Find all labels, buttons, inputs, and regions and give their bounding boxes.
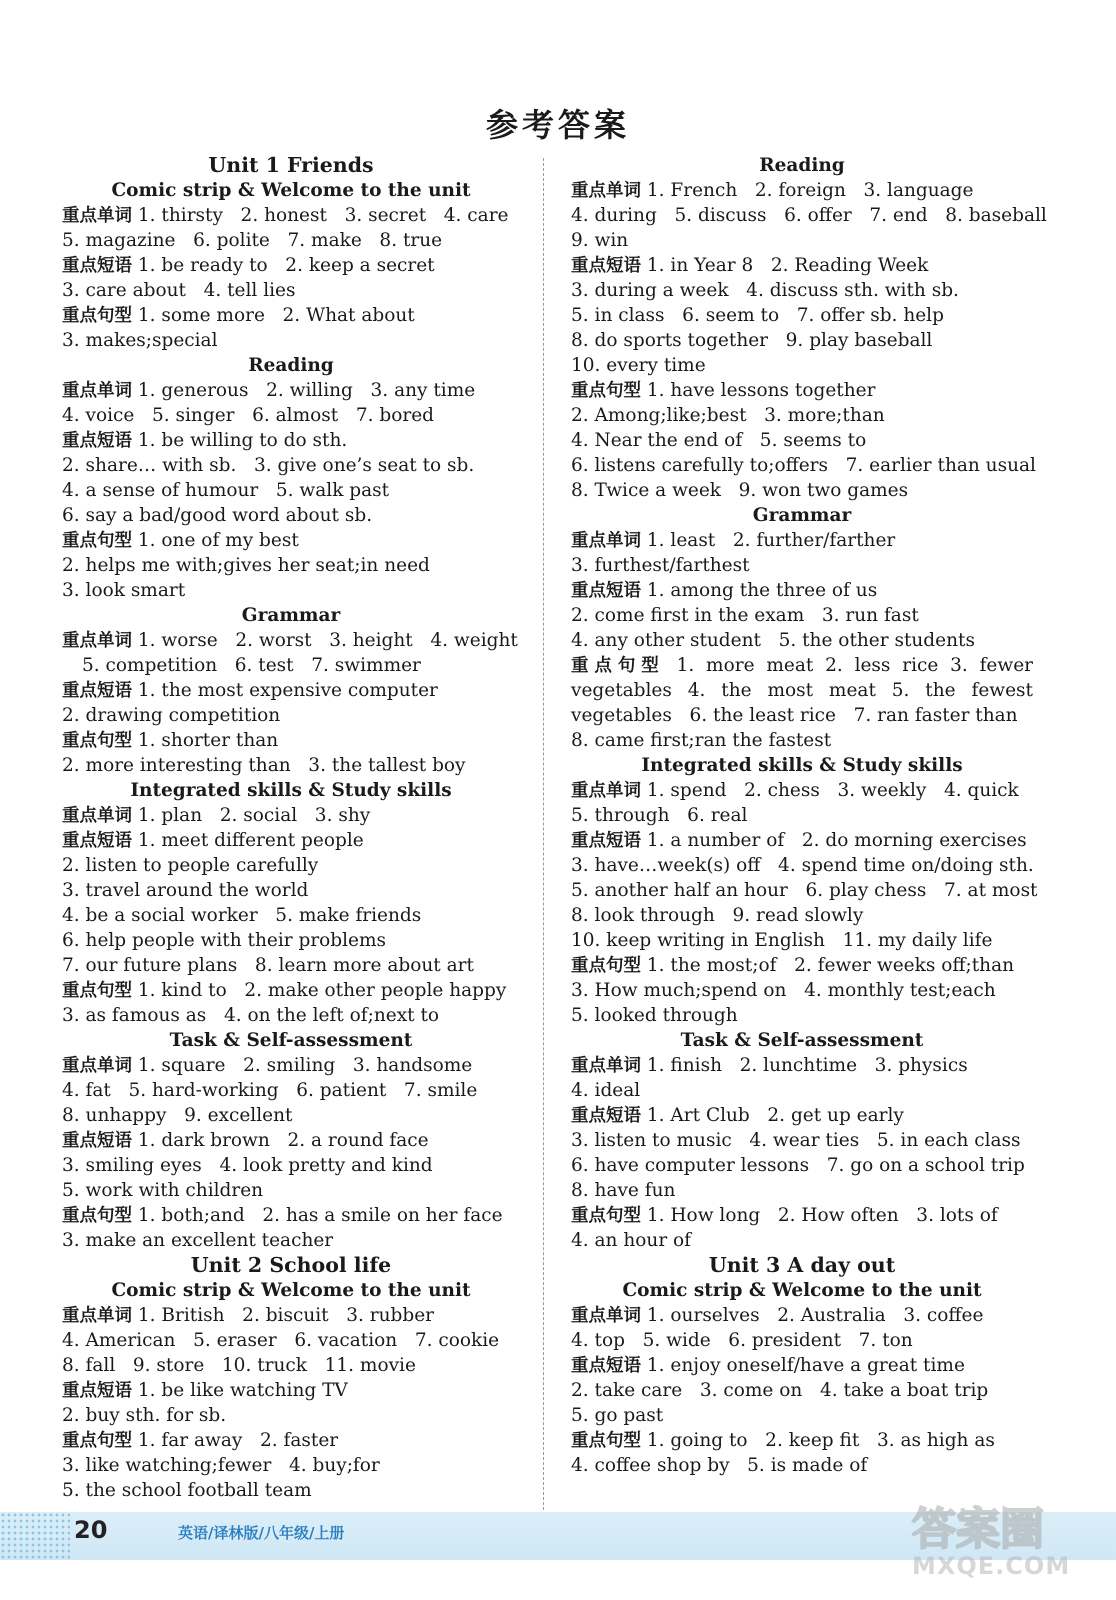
answer-text: 5. competition 6. test 7. swimmer <box>82 655 421 676</box>
answer-category-label: 重点短语 <box>571 581 641 601</box>
answer-line <box>571 353 1033 378</box>
answer-text: 5. another half an hour 6. play chess 7. at most <box>571 880 1038 901</box>
answer-line <box>571 828 1033 853</box>
answer-category-label: 重点短语 <box>571 1356 641 1376</box>
answer-line <box>62 828 520 853</box>
answer-line <box>62 978 520 1003</box>
footer-dot-pattern <box>0 1512 70 1560</box>
answer-text: 3. How much;spend on 4. monthly test;each <box>571 980 996 1001</box>
answer-text: 2. buy sth. for sb. <box>62 1405 227 1426</box>
answer-line <box>62 1153 520 1178</box>
answer-text: 1. plan 2. social 3. shy <box>137 805 371 826</box>
right-answer-column <box>571 153 1047 1478</box>
answer-line <box>571 578 1033 603</box>
answer-line <box>62 1303 520 1328</box>
answer-line <box>62 1228 520 1253</box>
answer-line <box>62 528 520 553</box>
answer-line <box>62 403 520 428</box>
answer-line <box>571 1228 1033 1253</box>
answer-line <box>571 1303 1033 1328</box>
answer-text: 8. do sports together 9. play baseball <box>571 330 933 351</box>
answer-line <box>62 503 520 528</box>
answer-line <box>571 1203 1033 1228</box>
answer-text: 9. win <box>571 230 629 251</box>
answer-text: 1. spend 2. chess 3. weekly 4. quick <box>646 780 1019 801</box>
answer-text: vegetables 4. the most meat 5. the fewest <box>571 680 1033 701</box>
answer-line <box>571 1328 1033 1353</box>
section-heading: Integrated skills & Study skills <box>130 780 452 801</box>
answer-line <box>571 1078 1033 1103</box>
answer-line <box>62 1003 520 1028</box>
answer-line <box>571 653 1033 678</box>
answer-text: 7. our future plans 8. learn more about art <box>62 955 474 976</box>
answer-line <box>571 903 1033 928</box>
answer-line <box>571 1178 1033 1203</box>
answer-line <box>62 1328 520 1353</box>
answer-line <box>571 1353 1033 1378</box>
answer-text: 1. finish 2. lunchtime 3. physics <box>646 1055 968 1076</box>
answer-line <box>62 578 520 603</box>
answer-line <box>62 1128 520 1153</box>
answer-category-label: 重点句型 <box>62 531 132 551</box>
answer-text: 10. keep writing in English 11. my daily life <box>571 930 993 951</box>
answer-text: 3. furthest/farthest <box>571 555 750 576</box>
section-heading: Comic strip & Welcome to the unit <box>111 1280 471 1301</box>
answer-line <box>62 1428 520 1453</box>
page-title: 参考答案 <box>485 106 630 144</box>
answer-category-label: 重点单词 <box>571 781 641 801</box>
answer-line <box>571 253 1033 278</box>
section-heading: Integrated skills & Study skills <box>641 755 963 776</box>
answer-text: 1. kind to 2. make other people happy <box>137 980 507 1001</box>
answer-line <box>62 328 520 353</box>
answer-line <box>571 1153 1033 1178</box>
answer-category-label: 重点句型 <box>62 731 132 751</box>
answer-text: 1. have lessons together <box>646 380 876 401</box>
answer-line <box>571 553 1033 578</box>
column-divider <box>543 158 544 1510</box>
answer-text: 2. drawing competition <box>62 705 281 726</box>
answer-text: 4. top 5. wide 6. president 7. ton <box>571 1330 913 1351</box>
answer-text: 1. both;and 2. has a smile on her face <box>137 1205 503 1226</box>
answer-line <box>571 978 1033 1003</box>
answer-text: 1. thirsty 2. honest 3. secret 4. care <box>137 205 509 226</box>
section-heading: Reading <box>248 355 334 376</box>
answer-line <box>571 928 1033 953</box>
answer-text: 6. have computer lessons 7. go on a school trip <box>571 1155 1025 1176</box>
answer-text: 2. come first in the exam 3. run fast <box>571 605 919 626</box>
unit-heading: Unit 2 School life <box>190 1253 392 1277</box>
answer-line <box>571 328 1033 353</box>
answer-line <box>62 1078 520 1103</box>
answer-category-label: 重点句型 <box>571 956 641 976</box>
answer-category-label: 重点单词 <box>62 381 132 401</box>
answer-text: 3. make an excellent teacher <box>62 1230 334 1251</box>
answer-text: 2. take care 3. come on 4. take a boat trip <box>571 1380 989 1401</box>
answer-text: 5. in class 6. seem to 7. offer sb. help <box>571 305 944 326</box>
section-heading: Task & Self-assessment <box>680 1030 924 1051</box>
answer-category-label: 重点句型 <box>571 1206 641 1226</box>
answer-category-label: 重点句型 <box>571 656 665 676</box>
section-heading: Grammar <box>241 605 341 626</box>
answer-text: 8. look through 9. read slowly <box>571 905 864 926</box>
answer-line <box>62 478 520 503</box>
answer-line <box>62 678 520 703</box>
answer-text: 4. a sense of humour 5. walk past <box>62 480 390 501</box>
answer-text: 8. unhappy 9. excellent <box>62 1105 293 1126</box>
answer-text: 1. the most expensive computer <box>137 680 438 701</box>
answer-text: 6. say a bad/good word about sb. <box>62 505 373 526</box>
answer-text: 3. as famous as 4. on the left of;next to <box>62 1005 440 1026</box>
answer-line <box>62 753 520 778</box>
answer-text: 4. fat 5. hard-working 6. patient 7. smile <box>62 1080 478 1101</box>
answer-text: 3. like watching;fewer 4. buy;for <box>62 1455 380 1476</box>
answer-line <box>62 853 520 878</box>
answer-line <box>571 378 1033 403</box>
answer-text: 8. fall 9. store 10. truck 11. movie <box>62 1355 416 1376</box>
answer-text: 1. British 2. biscuit 3. rubber <box>137 1305 434 1326</box>
answer-line <box>62 453 520 478</box>
section-heading: Comic strip & Welcome to the unit <box>622 1280 982 1301</box>
watermark-url: MXQE.COM <box>912 1552 1071 1580</box>
answer-line <box>571 1428 1033 1453</box>
answer-line <box>62 1453 520 1478</box>
answer-line <box>571 1453 1033 1478</box>
answer-line <box>62 928 520 953</box>
answer-category-label: 重点单词 <box>62 631 132 651</box>
answer-text: 1. enjoy oneself/have a great time <box>646 1355 965 1376</box>
answer-line <box>571 453 1036 478</box>
answer-text: 3. listen to music 4. wear ties 5. in each class <box>571 1130 1021 1151</box>
answer-category-label: 重点单词 <box>571 1306 641 1326</box>
answer-line <box>571 953 1033 978</box>
answer-line <box>571 278 1033 303</box>
answer-line <box>571 1128 1033 1153</box>
answer-text: 3. smiling eyes 4. look pretty and kind <box>62 1155 433 1176</box>
answer-text: 3. have…week(s) off 4. spend time on/doing sth. <box>571 855 1034 876</box>
answer-line <box>571 1103 1033 1128</box>
answer-line <box>571 603 1033 628</box>
answer-line <box>571 778 1033 803</box>
answer-line <box>571 803 1033 828</box>
answer-category-label: 重点短语 <box>62 831 132 851</box>
answer-text: 1. How long 2. How often 3. lots of <box>646 1205 998 1226</box>
answer-text: 10. every time <box>571 355 706 376</box>
answer-line <box>62 428 520 453</box>
answer-category-label: 重点短语 <box>62 256 132 276</box>
answer-text: 5. go past <box>571 1405 664 1426</box>
answer-text: 4. American 5. eraser 6. vacation 7. cookie <box>62 1330 500 1351</box>
answer-category-label: 重点单词 <box>62 1306 132 1326</box>
answer-category-label: 重点句型 <box>62 981 132 1001</box>
answer-text: 8. came first;ran the fastest <box>571 730 832 751</box>
answer-text: 1. going to 2. keep fit 3. as high as <box>646 1430 995 1451</box>
answer-line <box>571 678 1033 703</box>
answer-text: 1. meet different people <box>137 830 364 851</box>
answer-text: 3. during a week 4. discuss sth. with sb. <box>571 280 959 301</box>
answer-category-label: 重点单词 <box>62 1056 132 1076</box>
answer-category-label: 重点单词 <box>571 1056 641 1076</box>
answer-line <box>571 403 1033 428</box>
answer-text: 1. dark brown 2. a round face <box>137 1130 429 1151</box>
answer-category-label: 重点短语 <box>571 831 641 851</box>
answer-category-label: 重点短语 <box>62 431 132 451</box>
answer-line <box>62 1178 520 1203</box>
answer-text: 3. care about 4. tell lies <box>62 280 296 301</box>
answer-text: 1. Art Club 2. get up early <box>646 1105 904 1126</box>
answer-text: 5. magazine 6. polite 7. make 8. true <box>62 230 443 251</box>
answer-line <box>571 703 1033 728</box>
answer-text: 6. listens carefully to;offers 7. earlier than usual <box>571 455 1036 476</box>
answer-line <box>62 1053 520 1078</box>
answer-line <box>62 228 520 253</box>
answer-text: 3. look smart <box>62 580 186 601</box>
answer-line <box>62 903 520 928</box>
unit-heading: Unit 3 A day out <box>708 1253 896 1277</box>
answer-text: 4. any other student 5. the other students <box>571 630 975 651</box>
answer-line <box>62 1378 520 1403</box>
answer-line <box>571 228 1033 253</box>
answer-text: 1. French 2. foreign 3. language <box>646 180 974 201</box>
answer-text: 1. generous 2. willing 3. any time <box>137 380 476 401</box>
answer-text: 5. through 6. real <box>571 805 748 826</box>
answer-line <box>571 1403 1033 1428</box>
answer-line <box>571 178 1033 203</box>
answer-text: 4. ideal <box>571 1080 641 1101</box>
answer-category-label: 重点句型 <box>62 1431 132 1451</box>
answer-text: 4. voice 5. singer 6. almost 7. bored <box>62 405 434 426</box>
answer-line <box>571 478 1033 503</box>
answer-line <box>62 703 520 728</box>
answer-text: 1. some more 2. What about <box>137 305 415 326</box>
answer-text: 1. shorter than <box>137 730 279 751</box>
answer-line <box>571 878 1038 903</box>
answer-text: 1. be ready to 2. keep a secret <box>137 255 435 276</box>
answer-category-label: 重点句型 <box>62 1206 132 1226</box>
answer-text: 4. be a social worker 5. make friends <box>62 905 422 926</box>
answer-category-label: 重点单词 <box>571 181 641 201</box>
answer-line <box>62 1103 520 1128</box>
answer-text: 4. Near the end of 5. seems to <box>571 430 867 451</box>
answer-text: 1. far away 2. faster <box>137 1430 339 1451</box>
watermark-logo-text: 答案圈 <box>912 1504 1044 1555</box>
book-info: 英语/译林版/八年级/上册 <box>178 1524 345 1542</box>
answer-text: 1. ourselves 2. Australia 3. coffee <box>646 1305 984 1326</box>
answer-line <box>571 1003 1033 1028</box>
answer-category-label: 重点短语 <box>62 1381 132 1401</box>
answer-line <box>62 728 520 753</box>
answer-line <box>62 803 520 828</box>
answer-text: 2. listen to people carefully <box>62 855 319 876</box>
answer-category-label: 重点短语 <box>62 681 132 701</box>
answer-text: 1. one of my best <box>137 530 299 551</box>
answer-line <box>62 1353 520 1378</box>
answer-text: 1. worse 2. worst 3. height 4. weight <box>137 630 518 651</box>
answer-category-label: 重点句型 <box>571 381 641 401</box>
answer-line <box>62 1203 520 1228</box>
watermark-logo-icon <box>894 1498 1094 1558</box>
answer-line <box>571 1053 1033 1078</box>
section-heading: Grammar <box>752 505 852 526</box>
answer-text: 4. during 5. discuss 6. offer 7. end 8. baseball <box>571 205 1047 226</box>
answer-category-label: 重点短语 <box>62 1131 132 1151</box>
answer-line <box>62 953 520 978</box>
answer-line <box>571 428 1033 453</box>
answer-text: 1. square 2. smiling 3. handsome <box>137 1055 473 1076</box>
answer-text: 5. the school football team <box>62 1480 312 1501</box>
answer-text: 4. an hour of <box>571 1230 692 1251</box>
answer-line <box>62 253 520 278</box>
answer-text: 1. more meat 2. less rice 3. fewer <box>676 655 1034 676</box>
answer-text: vegetables 6. the least rice 7. ran faster than <box>571 705 1018 726</box>
answer-category-label: 重点句型 <box>571 1431 641 1451</box>
answer-text: 5. work with children <box>62 1180 264 1201</box>
unit-heading: Unit 1 Friends <box>208 153 374 177</box>
answer-text: 3. makes;special <box>62 330 218 351</box>
answer-line <box>571 853 1033 878</box>
section-heading: Reading <box>759 155 845 176</box>
answer-line <box>62 653 520 678</box>
answer-line <box>62 278 520 303</box>
answer-line <box>62 553 520 578</box>
answer-line <box>62 1403 520 1428</box>
answer-text: 6. help people with their problems <box>62 930 387 951</box>
answer-text: 2. Among;like;best 3. more;than <box>571 405 885 426</box>
answer-text: 1. among the three of us <box>646 580 878 601</box>
section-heading: Comic strip & Welcome to the unit <box>111 180 471 201</box>
answer-line <box>62 303 520 328</box>
answer-text: 8. Twice a week 9. won two games <box>571 480 909 501</box>
left-answer-column <box>62 153 520 1503</box>
answer-line <box>62 878 520 903</box>
answer-text: 4. coffee shop by 5. is made of <box>571 1455 868 1476</box>
answer-category-label: 重点短语 <box>571 256 641 276</box>
answer-line <box>571 628 1033 653</box>
answer-line <box>571 528 1033 553</box>
answer-text: 1. the most;of 2. fewer weeks off;than <box>646 955 1015 976</box>
answer-text: 1. be willing to do sth. <box>137 430 348 451</box>
answer-category-label: 重点单词 <box>62 206 132 226</box>
page-number: 20 <box>74 1516 108 1544</box>
answer-line <box>571 728 1033 753</box>
answer-line <box>571 303 1033 328</box>
answer-text: 1. be like watching TV <box>137 1380 348 1401</box>
answer-line <box>62 1478 520 1503</box>
answer-category-label: 重点单词 <box>571 531 641 551</box>
answer-text: 1. in Year 8 2. Reading Week <box>646 255 929 276</box>
answer-text: 5. looked through <box>571 1005 738 1026</box>
answer-text: 2. more interesting than 3. the tallest boy <box>62 755 466 776</box>
answer-text: 1. a number of 2. do morning exercises <box>646 830 1027 851</box>
answer-line <box>62 628 520 653</box>
answer-text: 3. travel around the world <box>62 880 309 901</box>
answer-line <box>62 378 520 403</box>
section-heading: Task & Self-assessment <box>169 1030 413 1051</box>
answer-category-label: 重点句型 <box>62 306 132 326</box>
answer-line <box>571 203 1047 228</box>
answer-text: 2. helps me with;gives her seat;in need <box>62 555 430 576</box>
answer-text: 8. have fun <box>571 1180 676 1201</box>
answer-line <box>571 1378 1033 1403</box>
answer-text: 1. least 2. further/farther <box>646 530 896 551</box>
answer-category-label: 重点单词 <box>62 806 132 826</box>
answer-text: 2. share… with sb. 3. give one’s seat to sb. <box>62 455 475 476</box>
answer-category-label: 重点短语 <box>571 1106 641 1126</box>
watermark <box>894 1498 1094 1588</box>
answer-line <box>62 203 520 228</box>
